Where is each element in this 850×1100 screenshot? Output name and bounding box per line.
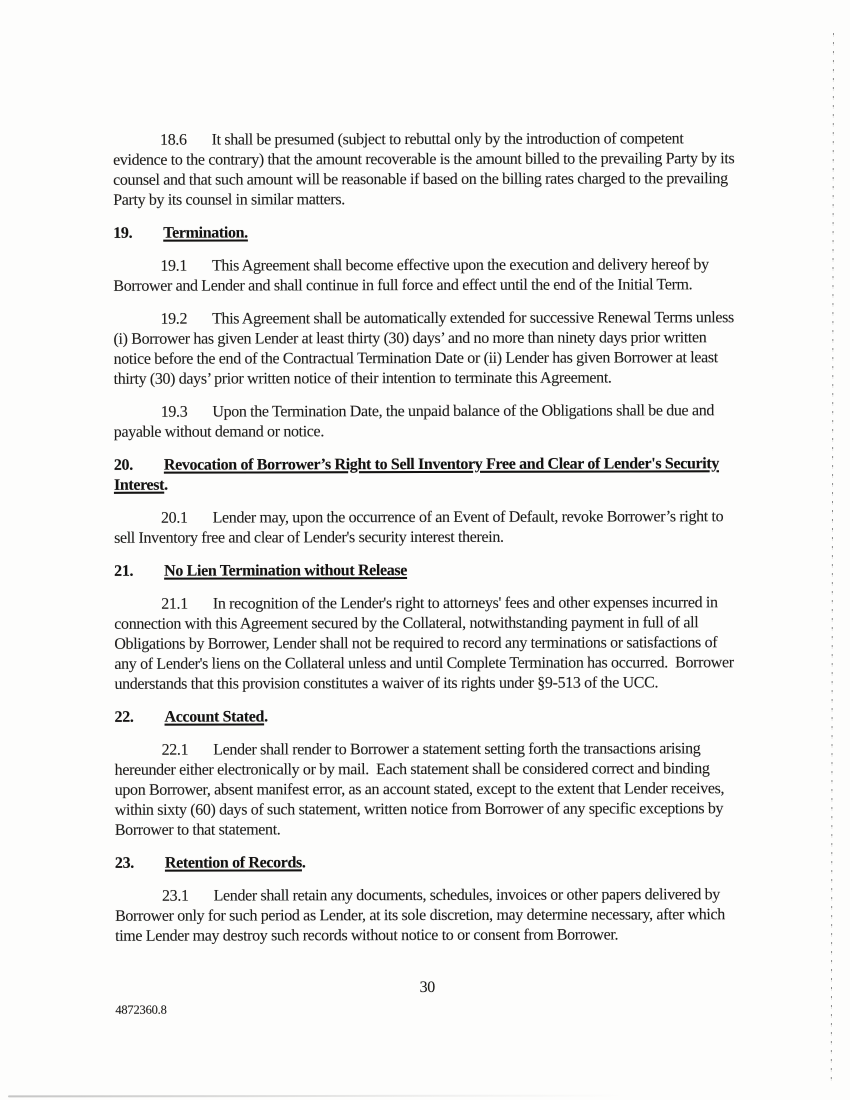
section-22-1-text: Lender shall render to Borrower a statement setting forth the transactions arising hereunder either electronically or by mail. Each statement shall be considered correct and binding upon Borrower, absent manifest error, as an account stated, except to the extent that Lender receives, within sixty (60) days of such statement, written notice from Borrower of any specific exceptions by Borrower to that statement. [114,740,728,839]
section-19-2-number: 19.2 [160,310,188,328]
section-19-3-paragraph [114,401,738,443]
scan-artifact-bottom-line [8,1095,623,1098]
section-23-heading-number: 23. [114,854,134,872]
section-22-1-paragraph [115,739,739,841]
section-22-heading-number: 22. [114,708,134,726]
section-21-1-text: In recognition of the Lender's right to attorneys' fees and other expenses incurred in connection with this Agreement secured by the Collateral, notwithstanding payment in full of all Obligations by Borrower, Lender shall not be required to record any terminations or satisfactions of any of Lender's liens on the Collateral unless and until Complete Termination has occurred. Borrower understands that this provision constitutes a waiver of its rights under §9-513 of the UCC. [114,594,738,693]
section-19-1-text: This Agreement shall become effective upon the execution and delivery hereof by Borrower and Lender and shall continue in full force and effect until the end of the Initial Term. [113,256,713,295]
page-number-value: 30 [419,978,435,997]
section-20-heading [114,454,738,496]
document-control-number-value: 4872360.8 [115,1002,167,1017]
section-19-3-number: 19.3 [160,403,188,421]
section-19-2-paragraph [113,308,737,390]
section-21-heading-number: 21. [114,562,134,580]
section-23-heading-suffix: . [301,854,306,872]
scan-artifact-vertical-line [831,33,834,1085]
section-21-1-number: 21.1 [161,595,188,613]
section-21-1-paragraph [114,593,738,695]
section-21-heading [114,560,738,582]
section-19-3-text: Upon the Termination Date, the unpaid balance of the Obligations shall be due and payable without demand or notice. [113,402,718,441]
page-number [115,977,739,999]
section-19-2-text: This Agreement shall be automatically extended for successive Renewal Terms unless (i) Borrower has given Lender at least thirty (30) days’ and no more than ninety days prior written notice before the end of the Contractual Termination Date or (ii) Lender has given Borrower at least thirty (30) days’ prior written notice of their intention to terminate this Agreement. [113,309,738,388]
section-19-heading-number: 19. [113,224,133,242]
section-20-1-text: Lender may, upon the occurrence of an Event of Default, revoke Borrower’s right to sell Inventory free and clear of Lender's security interest therein. [114,508,727,547]
section-23-1-text: Lender shall retain any documents, schedules, invoices or other papers delivered by Borrower only for such period as Lender, at its sole discretion, may determine necessary, after which time Lender may destroy such records without notice to or consent from Borrower. [115,886,729,945]
section-20-1-number: 20.1 [160,509,188,527]
section-18-6-number: 18.6 [160,131,187,149]
section-22-heading [115,706,739,728]
section-22-heading-suffix: . [264,708,268,726]
section-20-heading-number: 20. [113,456,133,474]
document-control-number [115,998,739,1020]
section-18-6-paragraph [113,129,737,211]
document-body [113,129,739,1020]
section-20-1-paragraph [114,507,738,549]
section-19-1-paragraph [113,255,737,297]
section-23-1-paragraph [115,885,739,947]
section-19-heading [113,222,737,244]
section-20-heading-title: Revocation of Borrower’s Right to Sell Inventory Free and Clear of Lender's Security Interest [113,455,720,494]
section-19-heading-title: Termination. [163,224,248,242]
section-22-heading-title: Account Stated [164,708,265,726]
section-22-1-number: 22.1 [161,741,189,759]
section-21-heading-title: No Lien Termination without Release [164,562,408,580]
section-18-6-text: It shall be presumed (subject to rebuttal only by the introduction of competent evidence to the contrary) that the amount recoverable is the amount billed to the prevailing Party by its counsel and that such amount will be reasonable if based on the billing rates charged to the prevailing Party by its counsel in similar matters. [113,130,739,209]
section-20-heading-suffix: . [164,476,168,494]
section-23-heading [115,852,739,874]
section-23-1-number: 23.1 [161,887,189,905]
section-19-1-number: 19.1 [160,257,187,275]
section-23-heading-title: Retention of Records [164,854,302,872]
